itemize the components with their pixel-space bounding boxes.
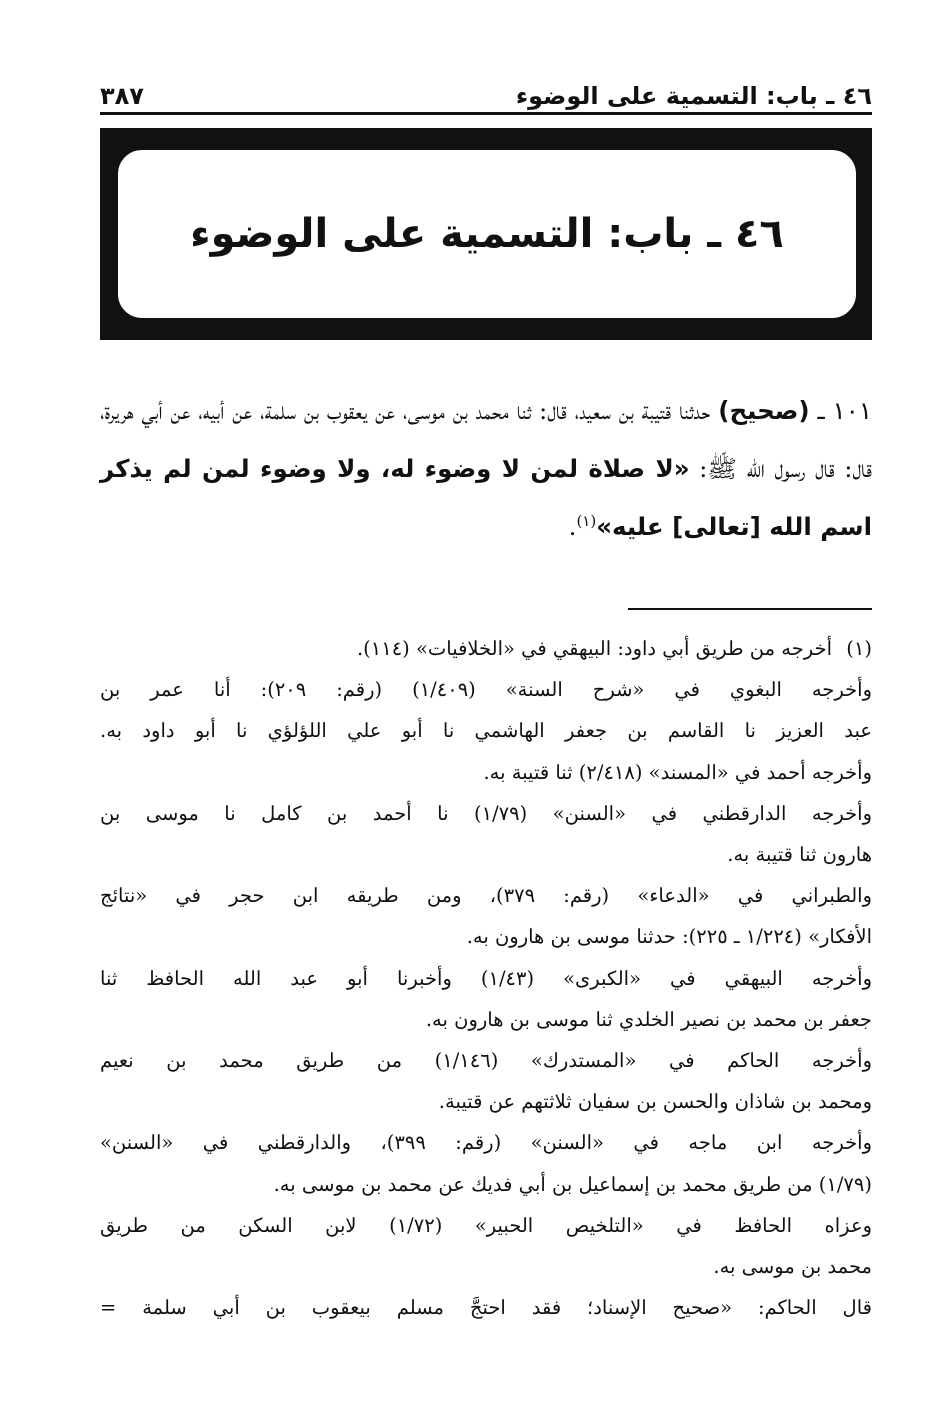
- footnote-line: وأخرجه البغوي في «شرح السنة» (١/٤٠٩) (رقم: ٢٠٩): أنا عمر بن: [100, 678, 872, 702]
- hadith-grade: (صحيح): [718, 396, 810, 425]
- footnote-line: الأفكار» (١/٢٢٤ ـ ٢٢٥): حدثنا موسى بن هارون به.: [466, 925, 872, 949]
- hadith-text: [100, 382, 872, 556]
- page-number: ٣٨٧: [100, 82, 144, 110]
- footnote-line: وعزاه الحافظ في «التلخيص الحبير» (١/٧٢) لابن السكن من طريق: [100, 1213, 872, 1237]
- footnote-line: محمد بن موسى به.: [713, 1254, 872, 1278]
- footnote-line: وأخرجه أحمد في «المسند» (٢/٤١٨) ثنا قتيبة به.: [483, 760, 872, 784]
- hadith-isnad: حدثنا قتيبة بن سعيد، قال: ثنا محمد بن موسى، عن يعقوب بن سلمة، عن أبيه، عن أبي هريرة، قال: قال رسول الله ﷺ:: [100, 396, 872, 483]
- chapter-title-panel: [116, 148, 858, 320]
- footnote-line: ومحمد بن شاذان والحسن بن سفيان ثلاثتهم عن قتيبة.: [438, 1090, 872, 1114]
- footnote-reference[interactable]: (١): [576, 511, 597, 530]
- hadith-matn: «لا صلاة لمن لا وضوء له، ولا وضوء لمن لم يذكر اسم الله [تعالى] عليه»: [100, 454, 872, 541]
- footnote-line: وأخرجه ابن ماجه في «السنن» (رقم: ٣٩٩)، والدارقطني في «السنن»: [100, 1131, 872, 1155]
- footnote-line: والطبراني في «الدعاء» (رقم: ٣٧٩)، ومن طريقه ابن حجر في «نتائج: [100, 884, 872, 908]
- footnote-line: [100, 628, 872, 669]
- header-rule: [100, 112, 872, 115]
- footnote-line: (١/٧٩) من طريق محمد بن إسماعيل بن أبي فديك عن محمد بن موسى به.: [273, 1172, 872, 1196]
- hadith-number: ١٠١ ـ: [817, 396, 872, 425]
- footnote-mark: (١): [846, 637, 872, 660]
- running-head-title: ٤٦ ـ باب: التسمية على الوضوء: [515, 82, 872, 110]
- footnote-line: وأخرجه الدارقطني في «السنن» (١/٧٩) نا أحمد بن كامل نا موسى بن: [100, 801, 872, 825]
- footnote-line: جعفر بن محمد بن نصير الخلدي ثنا موسى بن هارون به.: [425, 1007, 872, 1031]
- chapter-title: ٤٦ ـ باب: التسمية على الوضوء: [190, 211, 784, 257]
- hadith-end: .: [568, 512, 577, 541]
- footnote-line: وأخرجه البيهقي في «الكبرى» (١/٤٣) وأخبرنا أبو عبد الله الحافظ ثنا: [100, 966, 872, 990]
- footnote-separator: [628, 608, 872, 610]
- footnote-line: هارون ثنا قتيبة به.: [727, 842, 872, 866]
- footnotes: [100, 628, 872, 1328]
- footnote-text: أخرجه من طريق أبي داود: البيهقي في «الخلافيات» (١١٤).: [356, 637, 832, 660]
- footnote-line: عبد العزيز نا القاسم بن جعفر الهاشمي نا أبو علي اللؤلؤي نا أبو داود به.: [100, 719, 872, 743]
- footnote-line: وأخرجه الحاكم في «المستدرك» (١/١٤٦) من طريق محمد بن نعيم: [100, 1048, 872, 1072]
- running-head: [100, 62, 872, 110]
- chapter-title-frame: [100, 128, 872, 340]
- footnote-line: قال الحاكم: «صحيح الإسناد؛ فقد احتجَّ مسلم بيعقوب بن أبي سلمة =: [100, 1296, 872, 1320]
